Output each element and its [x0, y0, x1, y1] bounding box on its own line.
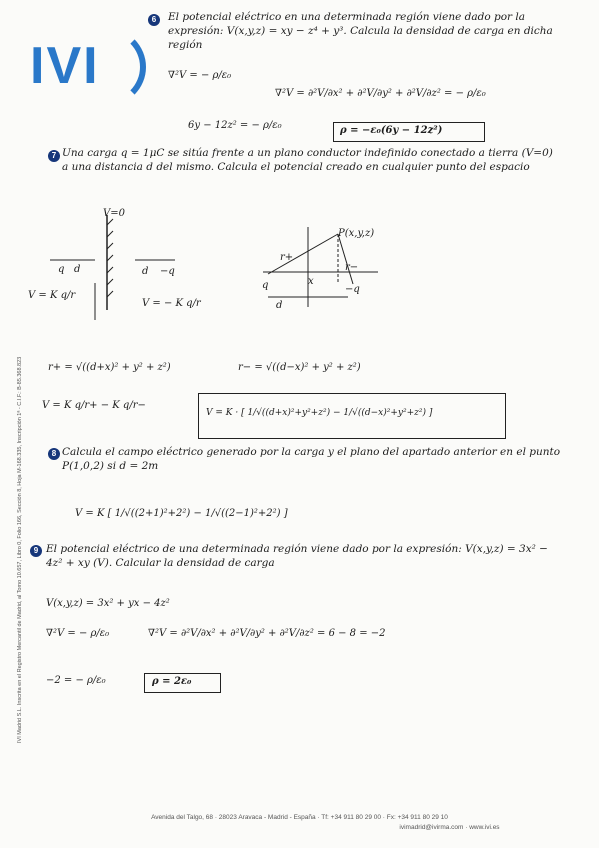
problem-6-eq3: 6y − 12z² = − ρ/ε₀ — [188, 120, 282, 131]
problem-7-number: 7 — [48, 150, 60, 162]
fig-x-label: x — [308, 276, 314, 287]
footer-address: Avenida del Talgo, 68 · 28023 Aravaca - Madrid - España · Tf: +34 911 80 29 00 · Fx: +34 911 80 29 10 — [151, 814, 448, 821]
problem-7-rplus: r+ = √((d+x)² + y² + z²) — [48, 362, 171, 373]
fig-rplus-label: r+ — [280, 252, 294, 263]
fig-q-label-2: q — [262, 280, 269, 291]
problem-9-number: 9 — [30, 545, 42, 557]
footer-contact: ivimadrid@ivirma.com · www.ivi.es — [399, 824, 500, 831]
fig-q-label: q — [58, 264, 65, 275]
problem-6-number: 6 — [148, 14, 160, 26]
problem-8-number: 8 — [48, 448, 60, 460]
fig-d-label-left: d — [74, 264, 81, 275]
problem-6-eq1: ∇²V = − ρ/ε₀ — [168, 70, 232, 81]
problem-7-statement: Una carga q = 1μC se sitúa frente a un plano conductor indefinido conectado a tierra (V=0) a una distancia d del mismo. Calcula el potencial creado en cualquier punto del espacio — [62, 147, 553, 173]
ivi-logo: IVI — [30, 37, 100, 95]
fig-point-P: P(x,y,z) — [338, 228, 375, 239]
fig-mq-label: −q — [160, 266, 175, 277]
fig-v0-label: V=0 — [103, 208, 125, 219]
problem-7-rminus: r− = √((d−x)² + y² + z²) — [238, 362, 361, 373]
fig-v-left: V = K q/r — [28, 290, 76, 301]
fig-d-label-right: d — [142, 266, 149, 277]
problem-8-statement: Calcula el campo eléctrico generado por la carga y el plano del apartado anterior en el punto P(1,0,2) si d = 2m — [62, 446, 561, 472]
problem-9-statement: El potencial eléctrico de una determinada región viene dado por la expresión: V(x,y,z) = 3x² − 4z² + xy (V). Calcular la densidad de carga — [46, 543, 548, 569]
problem-7-figure-plane — [25, 205, 225, 330]
problem-7-answer: V = K · [ 1/√((d+x)²+y²+z²) − 1/√((d−x)²+y²+z²) ] — [206, 408, 433, 418]
fig-v-right: V = − K q/r — [142, 298, 201, 309]
problem-9-eq4: −2 = − ρ/ε₀ — [46, 675, 106, 686]
fig-d-label-2: d — [276, 300, 283, 311]
fig-rminus-label: r− — [345, 262, 359, 273]
problem-8-v-expression: V = K [ 1/√((2+1)²+2²) − 1/√((2−1)²+2²) ] — [75, 508, 288, 519]
problem-6-statement: El potencial eléctrico en una determinada región viene dado por la expresión: V(x,y,z) = xy − z⁴ + y³. Calcula la densidad de carga en dicha región — [168, 11, 553, 51]
ivi-logo-arc — [100, 28, 146, 106]
legal-side-caption: IVI Madrid S.L. Inscrita en el Registro Mercantil de Madrid, al Tomo 10.657, Libro 0, Folio 166, Sección 8, Hoja M-168.335, Inscripción 1ª - C.I.F.: B-85.368.823 — [17, 356, 23, 743]
problem-6-answer: ρ = −ε₀(6y − 12z²) — [340, 125, 443, 136]
problem-9-eq3: ∇²V = ∂²V/∂x² + ∂²V/∂y² + ∂²V/∂z² = 6 − 8 = −2 — [148, 628, 386, 639]
problem-9-eq1: V(x,y,z) = 3x² + yx − 4z² — [46, 598, 170, 609]
problem-9-answer: ρ = 2ε₀ — [152, 676, 192, 687]
problem-9-eq2: ∇²V = − ρ/ε₀ — [46, 628, 110, 639]
problem-6-eq2: ∇²V = ∂²V/∂x² + ∂²V/∂y² + ∂²V/∂z² = − ρ/ε₀ — [275, 88, 486, 99]
fig-mq-label-2: −q — [345, 284, 360, 295]
problem-7-v-expression: V = K q/r+ − K q/r− — [42, 400, 146, 411]
